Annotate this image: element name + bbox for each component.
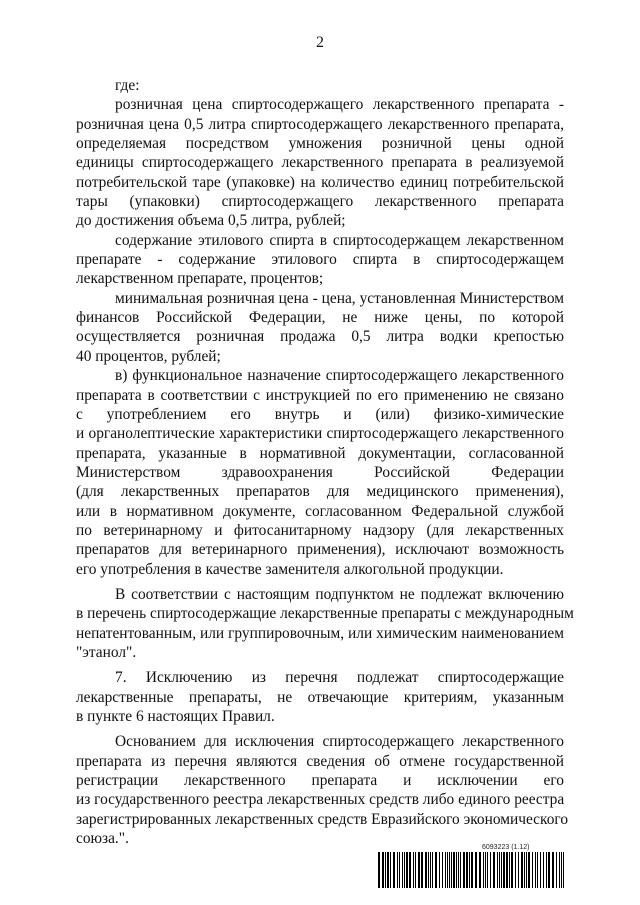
text-line: и органолептические характеристики спиртосодержащего лекарственного	[76, 425, 564, 443]
text-line: розничная цена спиртосодержащего лекарственного препарата -	[115, 96, 564, 114]
text-line: регистрации лекарственного препарата и исключении его	[76, 772, 564, 790]
text-line: розничная цена 0,5 литра спиртосодержащего лекарственного препарата,	[76, 115, 564, 133]
text-line: препаратов для ветеринарного применения), исключают возможность	[76, 541, 564, 559]
text-line: тары (упаковки) спиртосодержащего лекарственного препарата	[76, 193, 564, 211]
text-line: в перечень спиртосодержащие лекарственные препараты с международным	[76, 605, 574, 623]
page-number: 2	[316, 34, 324, 51]
barcode-image	[378, 852, 566, 888]
text-line: из государственного реестра лекарственных средств либо единого реестра	[76, 791, 565, 809]
text-line: единицы спиртосодержащего лекарственного препарата в реализуемой	[76, 154, 564, 172]
text-line: лекарственном препарате, процентов;	[76, 270, 324, 288]
text-line: 7. Исключению из перечня подлежат спиртосодержащие	[115, 669, 564, 687]
text-line: препарата в соответствии с инструкцией по его применению не связано	[76, 386, 564, 404]
text-line: в) функциональное назначение спиртосодержащего лекарственного	[115, 367, 564, 385]
text-line: препарате - содержание этилового спирта в спиртосодержащем	[76, 251, 564, 269]
text-line: определяемая посредством умножения розничной цены одной	[76, 135, 564, 153]
text-line: Министерством здравоохранения Российской Федерации	[76, 463, 564, 481]
text-line: где:	[115, 77, 140, 94]
text-line: "этанол".	[76, 643, 137, 661]
text-line: препарата, указанные в нормативной документации, согласованной	[76, 444, 564, 462]
text-line: союза.".	[76, 830, 129, 848]
text-line: содержание этилового спирта в спиртосодержащем лекарственном	[115, 231, 564, 249]
text-line: его употребления в качестве заменителя алкогольной продукции.	[76, 560, 504, 578]
text-line: Основанием для исключения спиртосодержащего лекарственного	[115, 733, 564, 751]
document-code: 6093223 (1.12)	[482, 844, 530, 851]
text-line: (для лекарственных препаратов для медицинского применения),	[76, 483, 564, 501]
text-line: лекарственные препараты, не отвечающие критериям, указанным	[76, 688, 564, 706]
text-line: в пункте 6 настоящих Правил.	[76, 708, 275, 725]
text-line: препарата из перечня являются сведения об отмене государственной	[76, 752, 564, 770]
text-line: непатентованным, или группировочным, или химическим наименованием	[76, 624, 564, 642]
text-line: или в нормативном документе, согласованном Федеральной службой	[76, 502, 564, 520]
text-line: потребительской таре (упаковке) на количество единиц потребительской	[76, 173, 564, 191]
document-body	[76, 76, 574, 848]
text-line: финансов Российской Федерации, не ниже цены, по которой	[76, 309, 564, 327]
text-line: с употреблением его внутрь и (или) физико-химические	[76, 405, 564, 423]
text-line: по ветеринарному и фитосанитарному надзору (для лекарственных	[76, 521, 564, 539]
text-line: 40 процентов, рублей;	[76, 347, 221, 365]
text-line: минимальная розничная цена - цена, установленная Министерством	[115, 289, 564, 307]
text-line: зарегистрированных лекарственных средств Евразийского экономического	[76, 810, 569, 828]
text-line: В соответствии с настоящим подпунктом не подлежат включению	[115, 585, 564, 603]
text-line: до достижения объема 0,5 литра, рублей;	[76, 212, 346, 230]
text-line: осуществляется розничная продажа 0,5 литра водки крепостью	[76, 328, 564, 346]
